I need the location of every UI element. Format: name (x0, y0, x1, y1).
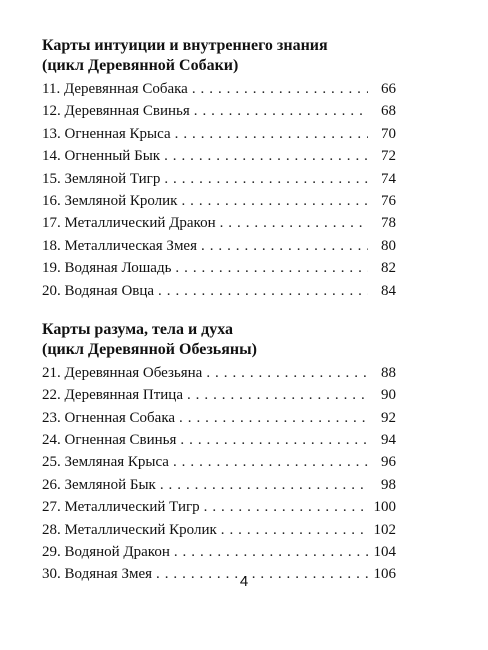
toc-entry-label: 28. Металлический Кролик (42, 521, 217, 538)
section-title (42, 36, 396, 76)
toc-entry-page: 98 (381, 476, 396, 493)
toc-entry-label: 27. Металлический Тигр (42, 499, 200, 516)
toc-entry[interactable] (42, 212, 396, 234)
toc-entry-page: 90 (381, 387, 396, 404)
dot-leader (164, 145, 368, 167)
toc-entry-label: 20. Водяная Овца (42, 282, 155, 299)
toc-entry-page: 74 (381, 170, 396, 187)
toc-entry-page: 106 (373, 566, 396, 583)
toc-entry-page: 84 (381, 282, 396, 299)
toc-entry-label: 12. Деревянная Свинья (42, 103, 190, 120)
toc-entry-page: 72 (381, 148, 396, 165)
dot-leader (164, 168, 368, 190)
toc-entry[interactable] (42, 190, 396, 212)
section-title-line-2: (цикл Деревянной Собаки) (42, 57, 239, 74)
dot-leader (187, 384, 368, 406)
dot-leader (206, 362, 368, 384)
toc-entry[interactable] (42, 235, 396, 257)
toc-entry-label: 16. Земляной Кролик (42, 192, 178, 209)
toc-entry[interactable] (42, 451, 396, 473)
dot-leader (160, 474, 368, 496)
section-title-line-2: (цикл Деревянной Обезьяны) (42, 340, 257, 358)
toc-list (42, 78, 396, 302)
dot-leader (173, 451, 368, 473)
toc-entry[interactable] (42, 280, 396, 302)
toc-section-monkey-cycle (42, 320, 396, 586)
toc-entry[interactable] (42, 78, 396, 100)
toc-entry-label: 11. Деревянная Собака (42, 81, 188, 97)
toc-entry-label: 17. Металлический Дракон (42, 215, 216, 232)
toc-entry[interactable] (42, 407, 396, 429)
section-title-line-1: Карты разума, тела и духа (42, 320, 234, 338)
toc-entry-label: 18. Металлическая Змея (42, 237, 197, 254)
toc-entry-page: 94 (381, 432, 396, 449)
toc-entry[interactable] (42, 384, 396, 406)
toc-entry[interactable] (42, 474, 396, 496)
toc-entry[interactable] (42, 257, 396, 279)
dot-leader (158, 280, 368, 302)
toc-entry-label: 29. Водяной Дракон (42, 544, 170, 561)
toc-entry-page: 80 (381, 237, 396, 254)
toc-entry-label: 24. Огненная Свинья (42, 432, 177, 449)
dot-leader (175, 257, 368, 279)
toc-entry[interactable] (42, 362, 396, 384)
toc-entry-label: 13. Огненная Крыса (42, 125, 171, 142)
toc-entry-page: 104 (373, 544, 396, 561)
toc-entry[interactable] (42, 100, 396, 122)
section-title (42, 320, 396, 360)
page-number: 4 (239, 573, 249, 590)
dot-leader (179, 407, 368, 429)
toc-entry[interactable] (42, 429, 396, 451)
section-title-line-1: Карты интуиции и внутреннего знания (42, 37, 328, 54)
toc-entry-label: 15. Земляной Тигр (42, 170, 161, 187)
dot-leader (220, 212, 368, 234)
toc-entry[interactable] (42, 519, 396, 541)
dot-leader (181, 190, 368, 212)
toc-entry[interactable] (42, 541, 396, 563)
toc-entry-page: 96 (381, 454, 396, 471)
toc-entry-page: 102 (373, 521, 396, 538)
toc-entry-page: 68 (381, 103, 396, 120)
toc-entry-label: 30. Водяная Змея (42, 566, 153, 583)
dot-leader (174, 541, 368, 563)
toc-entry-page: 88 (381, 364, 396, 381)
toc-section-dog-cycle (42, 36, 396, 302)
toc-entry-label: 22. Деревянная Птица (42, 387, 183, 404)
toc-entry[interactable] (42, 123, 396, 145)
dot-leader (180, 429, 368, 451)
toc-entry-page: 92 (381, 409, 396, 426)
toc-entry-page: 76 (381, 192, 396, 209)
dot-leader (194, 100, 368, 122)
toc-entry-page: 70 (381, 125, 396, 142)
toc-entry[interactable] (42, 168, 396, 190)
toc-entry-label: 26. Земляной Бык (42, 476, 156, 493)
toc-entry-label: 21. Деревянная Обезьяна (42, 364, 203, 381)
toc-entry-page: 100 (373, 499, 396, 516)
toc-entry-page: 82 (381, 260, 396, 277)
toc-entry-page: 66 (381, 81, 396, 97)
toc-entry-label: 25. Земляная Крыса (42, 454, 169, 471)
toc-entry-label: 19. Водяная Лошадь (42, 260, 172, 277)
toc-page (42, 36, 396, 586)
toc-entry-label: 14. Огненный Бык (42, 148, 161, 165)
dot-leader (204, 496, 368, 518)
dot-leader (175, 123, 368, 145)
dot-leader (192, 78, 368, 100)
toc-entry-page: 78 (381, 215, 396, 232)
toc-entry[interactable] (42, 145, 396, 167)
toc-list (42, 362, 396, 586)
dot-leader (201, 235, 368, 257)
toc-entry-label: 23. Огненная Собака (42, 409, 176, 426)
dot-leader (221, 519, 368, 541)
toc-entry[interactable] (42, 496, 396, 518)
